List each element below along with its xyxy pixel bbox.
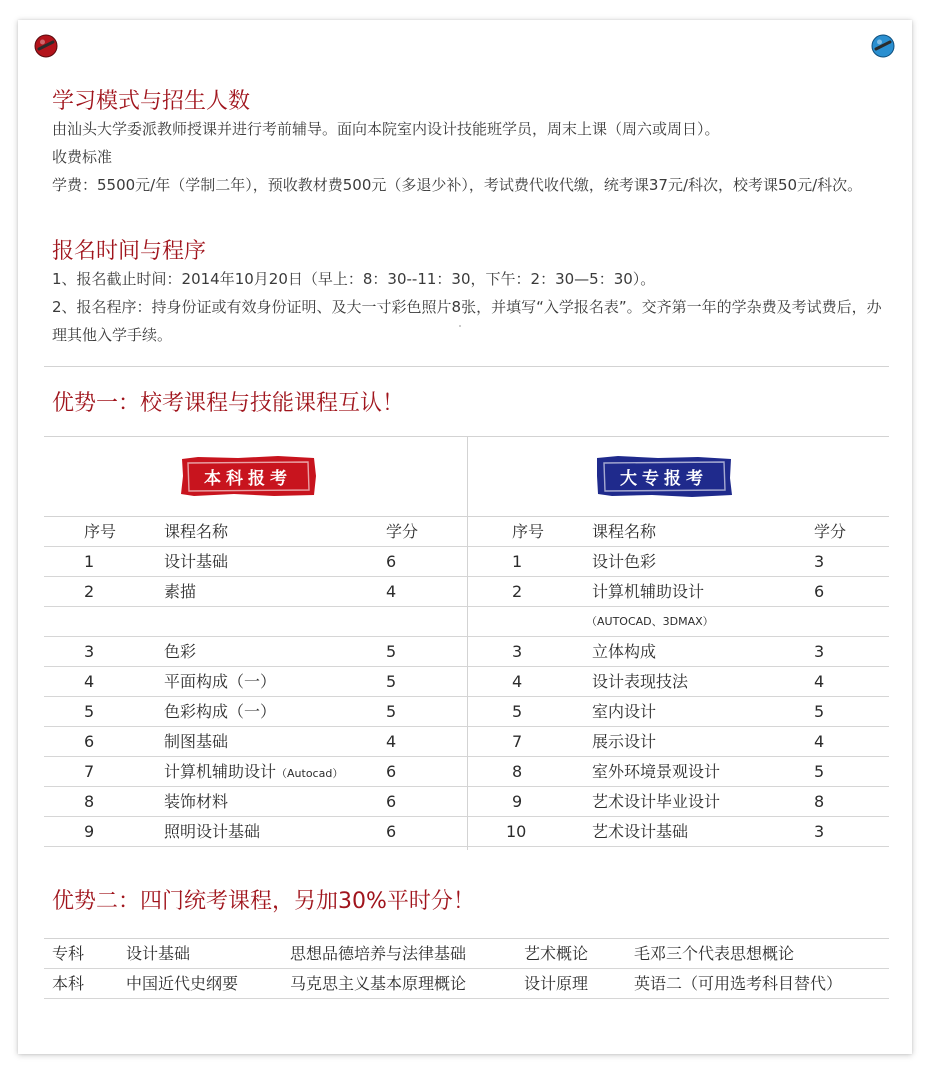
row-course: 装饰材料 — [164, 792, 229, 811]
row-credit: 4 — [814, 732, 825, 751]
row-credit: 5 — [814, 762, 825, 781]
pushpin-blue-icon — [871, 34, 895, 58]
table-row — [468, 577, 889, 607]
row-course: 立体构成 — [592, 642, 657, 661]
row-course: 室内设计 — [592, 702, 657, 721]
pushpin-red-icon — [34, 34, 58, 58]
row-no: 1 — [512, 552, 523, 571]
undergrad-stamp — [178, 454, 318, 498]
row-credit: 4 — [386, 582, 397, 601]
table-row — [44, 697, 467, 727]
row-course: 设计色彩 — [592, 552, 657, 571]
row-course: 展示设计 — [592, 732, 657, 751]
exam-row-associate — [44, 939, 889, 969]
row-no: 9 — [84, 822, 95, 841]
table-row — [468, 787, 889, 817]
section-divider — [44, 366, 889, 367]
advantage-two-heading: 优势二：四门统考课程，另加30%平时分！ — [52, 889, 475, 914]
exam-course: 毛邓三个代表思想概论 — [634, 944, 795, 963]
row-credit: 6 — [386, 762, 397, 781]
exam-row-bachelor — [44, 969, 889, 999]
table-row-note — [468, 607, 889, 637]
row-no: 4 — [84, 672, 95, 691]
row-credit: 5 — [386, 702, 397, 721]
row-no: 3 — [84, 642, 95, 661]
table-row — [44, 727, 467, 757]
table-row — [44, 817, 467, 847]
row-no: 8 — [84, 792, 95, 811]
row-credit: 4 — [386, 732, 397, 751]
exam-course: 马克思主义基本原理概论 — [290, 974, 467, 993]
row-credit: 3 — [814, 552, 825, 571]
table-header-row — [44, 517, 467, 547]
exam-course: 设计基础 — [126, 944, 191, 963]
col-header-name: 课程名称 — [164, 522, 229, 541]
row-course: 设计表现技法 — [592, 672, 689, 691]
row-no: 4 — [512, 672, 523, 691]
col-header-name: 课程名称 — [592, 522, 657, 541]
row-course: 素描 — [164, 582, 197, 601]
col-header-no: 序号 — [84, 522, 117, 541]
college-stamp — [594, 454, 734, 498]
registration-heading: 报名时间与程序 — [52, 239, 207, 264]
row-course-name: 计算机辅助设计 — [164, 762, 277, 781]
exam-course: 艺术概论 — [524, 944, 589, 963]
table-row — [44, 577, 467, 607]
row-no: 9 — [512, 792, 523, 811]
row-no: 3 — [512, 642, 523, 661]
row-no: 2 — [512, 582, 523, 601]
row-credit: 4 — [814, 672, 825, 691]
content-card — [18, 20, 912, 1054]
row-credit: 5 — [386, 642, 397, 661]
row-no: 10 — [506, 822, 527, 841]
row-course — [164, 757, 343, 789]
row-no: 2 — [84, 582, 95, 601]
row-no: 5 — [512, 702, 523, 721]
table-row — [468, 667, 889, 697]
table-row — [468, 547, 889, 577]
advantage-one-heading: 优势一：校考课程与技能课程互认！ — [52, 391, 405, 416]
table-row — [468, 757, 889, 787]
exam-course: 设计原理 — [524, 974, 589, 993]
row-credit: 3 — [814, 822, 825, 841]
row-credit: 6 — [386, 822, 397, 841]
col-header-no: 序号 — [512, 522, 545, 541]
col-header-credit: 学分 — [814, 522, 847, 541]
row-credit: 6 — [386, 792, 397, 811]
exam-course: 思想品德培养与法律基础 — [290, 944, 467, 963]
table-row — [468, 637, 889, 667]
undergrad-stamp-text: 本科报考 — [204, 468, 292, 489]
table-row — [44, 787, 467, 817]
row-credit: 6 — [386, 552, 397, 571]
exam-level: 本科 — [52, 974, 85, 993]
table-row — [44, 757, 467, 787]
fee-standard-label: 收费标准 — [52, 148, 113, 166]
row-no: 6 — [84, 732, 95, 751]
study-mode-heading: 学习模式与招生人数 — [52, 89, 251, 114]
row-no: 7 — [84, 762, 95, 781]
row-course: 设计基础 — [164, 552, 229, 571]
row-no: 5 — [84, 702, 95, 721]
table-row — [468, 697, 889, 727]
registration-procedure: 2、报名程序：持身份证或有效身份证明、及大一寸彩色照片8张，并填写“入学报名表”。交齐第一年的学杂费及考试费后，办理其他入学手续。 — [52, 298, 882, 344]
college-stamp-text: 大专报考 — [620, 468, 708, 489]
exam-course: 中国近代史纲要 — [126, 974, 239, 993]
row-course-note: （AUTOCAD、3DMAX） — [586, 615, 714, 628]
table-header-row — [468, 517, 889, 547]
table-row — [44, 547, 467, 577]
row-course: 室外环境景观设计 — [592, 762, 721, 781]
tuition-desc: 学费：5500元/年（学制二年），预收教材费500元（多退少补），考试费代收代缴，统考课37元/科次，校考课50元/科次。 — [52, 176, 863, 194]
table-row — [44, 637, 467, 667]
row-course: 艺术设计毕业设计 — [592, 792, 721, 811]
row-course-note: （Autocad） — [276, 767, 344, 780]
row-course: 色彩构成（一） — [164, 702, 277, 721]
row-credit: 6 — [814, 582, 825, 601]
registration-deadline: 1、报名截止时间：2014年10月20日（早上：8：30--11：30，下午：2：30—5：30）。 — [52, 270, 656, 288]
row-no: 7 — [512, 732, 523, 751]
table-row — [44, 667, 467, 697]
stray-dot — [459, 325, 461, 327]
row-course: 平面构成（一） — [164, 672, 277, 691]
table-row — [468, 727, 889, 757]
row-course: 制图基础 — [164, 732, 229, 751]
col-header-credit: 学分 — [386, 522, 419, 541]
row-credit: 3 — [814, 642, 825, 661]
exam-level: 专科 — [52, 944, 85, 963]
row-course: 照明设计基础 — [164, 822, 261, 841]
row-no: 1 — [84, 552, 95, 571]
row-no: 8 — [512, 762, 523, 781]
row-course: 计算机辅助设计 — [592, 582, 705, 601]
row-course: 艺术设计基础 — [592, 822, 689, 841]
exam-course: 英语二（可用选考科目替代） — [634, 974, 843, 993]
table-row-empty — [44, 607, 467, 637]
row-credit: 5 — [814, 702, 825, 721]
row-credit: 5 — [386, 672, 397, 691]
study-mode-desc: 由汕头大学委派教师授课并进行考前辅导。面向本院室内设计技能班学员，周末上课（周六或周日）。 — [52, 120, 720, 138]
row-credit: 8 — [814, 792, 825, 811]
row-course: 色彩 — [164, 642, 197, 661]
table-row — [468, 817, 889, 847]
